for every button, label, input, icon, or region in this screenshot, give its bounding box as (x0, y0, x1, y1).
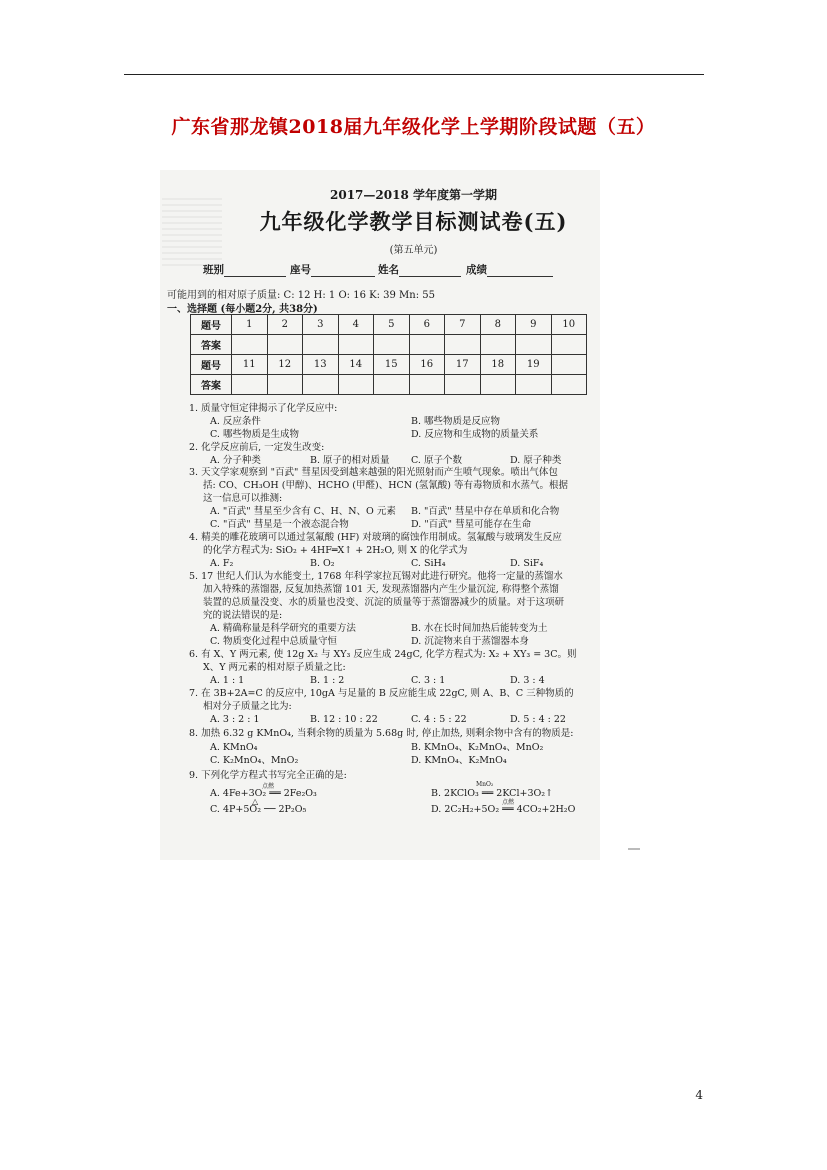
section-heading: 一、选择题 (每小题2分, 共38分) (167, 304, 318, 315)
question-6-option-d: D. 3 : 4 (510, 675, 545, 686)
atomic-masses: 可能用到的相对原子质量: C: 12 H: 1 O: 16 K: 39 Mn: 55 (167, 290, 435, 301)
question-9-stem: 9. 下列化学方程式书写完全正确的是: (189, 770, 347, 781)
question-2-option-a: A. 分子种类 (210, 455, 261, 466)
question-7-option-d: D. 5 : 4 : 22 (510, 714, 566, 725)
name-field (378, 262, 461, 277)
question-2-option-d: D. 原子种类 (510, 455, 562, 466)
answer-cell[interactable] (267, 335, 303, 355)
answer-cell[interactable] (551, 375, 587, 395)
answer-cell[interactable] (409, 375, 445, 395)
question-7-option-b: B. 12 : 10 : 22 (310, 714, 378, 725)
class-field (203, 262, 286, 277)
question-number: 1 (232, 315, 268, 335)
question-9-option-a: A. 4Fe+3O₂ ══ 2Fe₂O₃ (210, 788, 317, 799)
answer-cell[interactable] (445, 375, 481, 395)
score-field (466, 262, 553, 277)
question-1-option-b: B. 哪些物质是反应物 (411, 416, 501, 427)
question-number: 11 (232, 355, 268, 375)
page-number: 4 (695, 1088, 703, 1102)
row-label: 题号 (191, 315, 232, 335)
question-1-option-c: C. 哪些物质是生成物 (210, 429, 299, 440)
question-9-option-b: B. 2KClO₃ ══ 2KCl+3O₂↑ (431, 788, 554, 799)
question-number: 19 (516, 355, 552, 375)
question-9-option-c: C. 4P+5O₂ ── 2P₂O₅ (210, 804, 307, 815)
name-label: 姓名 (378, 264, 399, 276)
question-8-option-d: D. KMnO₄、K₂MnO₄ (411, 755, 507, 766)
question-number: 5 (374, 315, 410, 335)
question-number: 12 (267, 355, 303, 375)
answer-cell[interactable] (374, 375, 410, 395)
table-row (191, 315, 587, 335)
seat-label: 座号 (290, 264, 311, 276)
question-2-option-b: B. 原子的相对质量 (310, 455, 390, 466)
answer-cell[interactable] (480, 335, 516, 355)
question-4-option-b: B. O₂ (310, 558, 335, 569)
question-5-stem-line3: 装置的总质量没变、水的质量也没变、沉淀的质量等于蒸馏器减少的质量。对于这项研 (203, 597, 565, 608)
question-7-option-a: A. 3 : 2 : 1 (210, 714, 260, 725)
question-number: 8 (480, 315, 516, 335)
answer-cell[interactable] (303, 375, 339, 395)
answer-cell[interactable] (551, 335, 587, 355)
question-8-option-c: C. K₂MnO₄、MnO₂ (210, 755, 299, 766)
question-number: 6 (409, 315, 445, 335)
question-5-stem-line1: 5. 17 世纪人们认为水能变土, 1768 年科学家拉瓦锡对此进行研究。他将一定量的蒸馏水 (189, 571, 563, 582)
answer-cell[interactable] (409, 335, 445, 355)
question-6-option-a: A. 1 : 1 (210, 675, 245, 686)
question-4-option-d: D. SiF₄ (510, 558, 544, 569)
answer-cell[interactable] (445, 335, 481, 355)
question-5-option-c: C. 物质变化过程中总质量守恒 (210, 636, 337, 647)
seat-blank (311, 265, 375, 277)
question-number: 7 (445, 315, 481, 335)
question-9-option-d-condition: 点燃 (502, 799, 515, 806)
question-6-stem-line1: 6. 有 X、Y 两元素, 使 12g X₂ 与 XY₃ 反应生成 24gC, 化学方程式为: X₂ + XY₃ = 3C。则 (189, 649, 577, 660)
answer-cell[interactable] (338, 375, 374, 395)
question-number: 2 (267, 315, 303, 335)
question-4-stem-line2: 的化学方程式为: SiO₂ + 4HF═X↑ + 2H₂O, 则 X 的化学式为 (203, 545, 468, 556)
row-label: 答案 (191, 335, 232, 355)
question-number: 16 (409, 355, 445, 375)
question-9-option-c-condition: △ (252, 797, 259, 806)
question-3-option-b: B. "百武" 彗星中存在单质和化合物 (411, 506, 560, 517)
question-5-option-d: D. 沉淀物来自于蒸馏器本身 (411, 636, 529, 647)
question-6-stem-line2: X、Y 两元素的相对原子质量之比: (203, 662, 346, 673)
question-8-option-b: B. KMnO₄、K₂MnO₄、MnO₂ (411, 742, 544, 753)
question-2-stem: 2. 化学反应前后, 一定发生改变: (189, 442, 325, 453)
answer-cell[interactable] (267, 375, 303, 395)
row-label: 题号 (191, 355, 232, 375)
question-1-option-a: A. 反应条件 (210, 416, 261, 427)
question-7-stem-line2: 相对分子质量之比为: (203, 701, 292, 712)
question-number: 13 (303, 355, 339, 375)
question-7-option-c: C. 4 : 5 : 22 (411, 714, 467, 725)
question-5-stem-line4: 究的说法错误的是: (203, 610, 283, 621)
class-label: 班别 (203, 264, 224, 276)
answer-cell[interactable] (232, 335, 268, 355)
question-number: 15 (374, 355, 410, 375)
document-title: 广东省那龙镇2018届九年级化学上学期阶段试题（五） (171, 116, 656, 138)
question-9-option-b-condition: MnO₂ (476, 781, 494, 788)
question-number: 9 (516, 315, 552, 335)
question-3-stem-line2: 括: CO、CH₃OH (甲醇)、HCHO (甲醛)、HCN (氢氰酸) 等有毒物质和水蒸气。根据 (203, 480, 569, 491)
answer-cell[interactable] (480, 375, 516, 395)
question-number: 3 (303, 315, 339, 335)
question-1-stem: 1. 质量守恒定律揭示了化学反应中: (189, 403, 338, 414)
question-number: 4 (338, 315, 374, 335)
question-2-option-c: C. 原子个数 (411, 455, 462, 466)
question-4-option-c: C. SiH₄ (411, 558, 446, 569)
question-5-stem-line2: 加入特殊的蒸馏器, 反复加热蒸馏 101 天, 发现蒸馏器内产生少量沉淀, 称得整个蒸馏 (203, 584, 559, 595)
answer-table (190, 314, 587, 395)
answer-cell[interactable] (338, 335, 374, 355)
row-label: 答案 (191, 375, 232, 395)
answer-cell[interactable] (516, 335, 552, 355)
question-number (551, 355, 587, 375)
question-3-stem-line3: 这一信息可以推测: (203, 493, 283, 504)
question-6-option-b: B. 1 : 2 (310, 675, 345, 686)
question-6-option-c: C. 3 : 1 (411, 675, 446, 686)
answer-cell[interactable] (374, 335, 410, 355)
question-3-option-a: A. "百武" 彗星至少含有 C、H、N、O 元素 (210, 506, 396, 517)
seat-field (290, 262, 375, 277)
question-7-stem-line1: 7. 在 3B+2A=C 的反应中, 10gA 与足量的 B 反应能生成 22gC, 则 A、B、C 三种物质的 (189, 688, 574, 699)
answer-cell[interactable] (232, 375, 268, 395)
score-label: 成绩 (466, 264, 487, 276)
question-5-option-b: B. 水在长时间加热后能转变为土 (411, 623, 548, 634)
question-number: 17 (445, 355, 481, 375)
question-9-option-a-condition: 点燃 (262, 783, 275, 790)
answer-cell[interactable] (303, 335, 339, 355)
exam-unit: (第五单元) (389, 245, 438, 256)
class-blank (224, 265, 286, 277)
question-9-option-d: D. 2C₂H₂+5O₂ ══ 4CO₂+2H₂O (431, 804, 576, 815)
question-8-stem: 8. 加热 6.32 g KMnO₄, 当剩余物的质量为 5.68g 时, 停止加热, 则剩余物中含有的物质是: (189, 728, 574, 739)
question-3-option-c: C. "百武" 彗星是一个液态混合物 (210, 519, 349, 530)
scan-artifact (628, 848, 640, 850)
question-3-stem-line1: 3. 天文学家观察到 "百武" 彗星因受到越来越强的阳光照射而产生喷气现象。喷出气体包 (189, 467, 558, 478)
question-1-option-d: D. 反应物和生成物的质量关系 (411, 429, 539, 440)
table-row (191, 335, 587, 355)
exam-title: 九年级化学教学目标测试卷(五) (259, 209, 568, 234)
question-number: 10 (551, 315, 587, 335)
name-blank (399, 265, 461, 277)
question-number: 18 (480, 355, 516, 375)
answer-cell[interactable] (516, 375, 552, 395)
question-3-option-d: D. "百武" 彗星可能存在生命 (411, 519, 532, 530)
header-rule (124, 74, 704, 75)
table-row (191, 355, 587, 375)
question-4-option-a: A. F₂ (210, 558, 234, 569)
score-blank (487, 265, 553, 277)
question-number: 14 (338, 355, 374, 375)
table-row (191, 375, 587, 395)
question-5-option-a: A. 精确称量是科学研究的重要方法 (210, 623, 356, 634)
exam-year: 2017—2018 学年度第一学期 (330, 188, 497, 202)
question-8-option-a: A. KMnO₄ (210, 742, 258, 753)
question-4-stem-line1: 4. 精美的雕花玻璃可以通过氢氟酸 (HF) 对玻璃的腐蚀作用制成。氢氟酸与玻璃发生反应 (189, 532, 562, 543)
